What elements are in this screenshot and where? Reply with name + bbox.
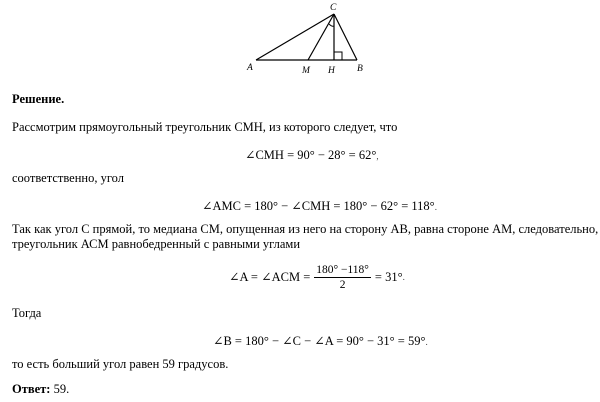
paragraph-1: Рассмотрим прямоугольный треугольник СМН, из которого следует, что	[12, 120, 398, 134]
formula-acm-tail: .	[402, 272, 405, 282]
fraction-numerator: 180° −118°	[316, 263, 369, 276]
angle-arc	[329, 24, 334, 26]
answer-label: Ответ:	[12, 382, 51, 396]
side-cb	[334, 14, 357, 60]
right-angle-mark	[334, 52, 342, 60]
label-a: A	[247, 63, 253, 73]
formula-amc-text: ∠AMC = 180° − ∠CMH = 180° − 62° = 118°	[202, 199, 435, 213]
fraction-denominator: 2	[339, 278, 346, 291]
formula-cmh-tail: ,	[376, 151, 379, 161]
formula-b-tail: .	[425, 337, 428, 347]
formula-cmh	[245, 147, 379, 163]
side-ac	[256, 14, 334, 60]
triangle-figure	[240, 0, 380, 80]
formula-b-text: ∠B = 180° − ∠C − ∠A = 90° − 31° = 59°	[213, 334, 426, 348]
formula-cmh-text: ∠CMH = 90° − 28° = 62°	[245, 148, 377, 162]
formula-acm	[229, 260, 405, 294]
solution-heading: Решение.	[12, 92, 65, 106]
answer-value: 59.	[50, 382, 70, 396]
formula-acm-right: = 31°	[374, 269, 403, 284]
formula-acm-left: ∠A = ∠ACM =	[229, 270, 311, 284]
formula-amc-tail: .	[434, 202, 437, 212]
paragraph-2: соответственно, угол	[12, 171, 124, 185]
label-c: C	[330, 3, 337, 13]
paragraph-3b: треугольник АСМ равнобедренный с равными углами	[12, 237, 301, 251]
paragraph-4: Тогда	[12, 306, 42, 320]
label-m: M	[302, 66, 310, 76]
label-b: B	[357, 64, 363, 74]
formula-acm-fraction	[314, 263, 371, 292]
paragraph-5: то есть больший угол равен 59 градусов.	[12, 357, 229, 371]
paragraph-3a: Так как угол С прямой, то медиана СМ, опущенная из него на сторону АВ, равна стороне АМ, следовательно,	[12, 222, 599, 236]
formula-b	[213, 333, 428, 349]
label-h: H	[328, 66, 335, 76]
formula-amc	[202, 198, 437, 214]
answer-line	[12, 382, 69, 397]
median-cm	[308, 14, 334, 60]
